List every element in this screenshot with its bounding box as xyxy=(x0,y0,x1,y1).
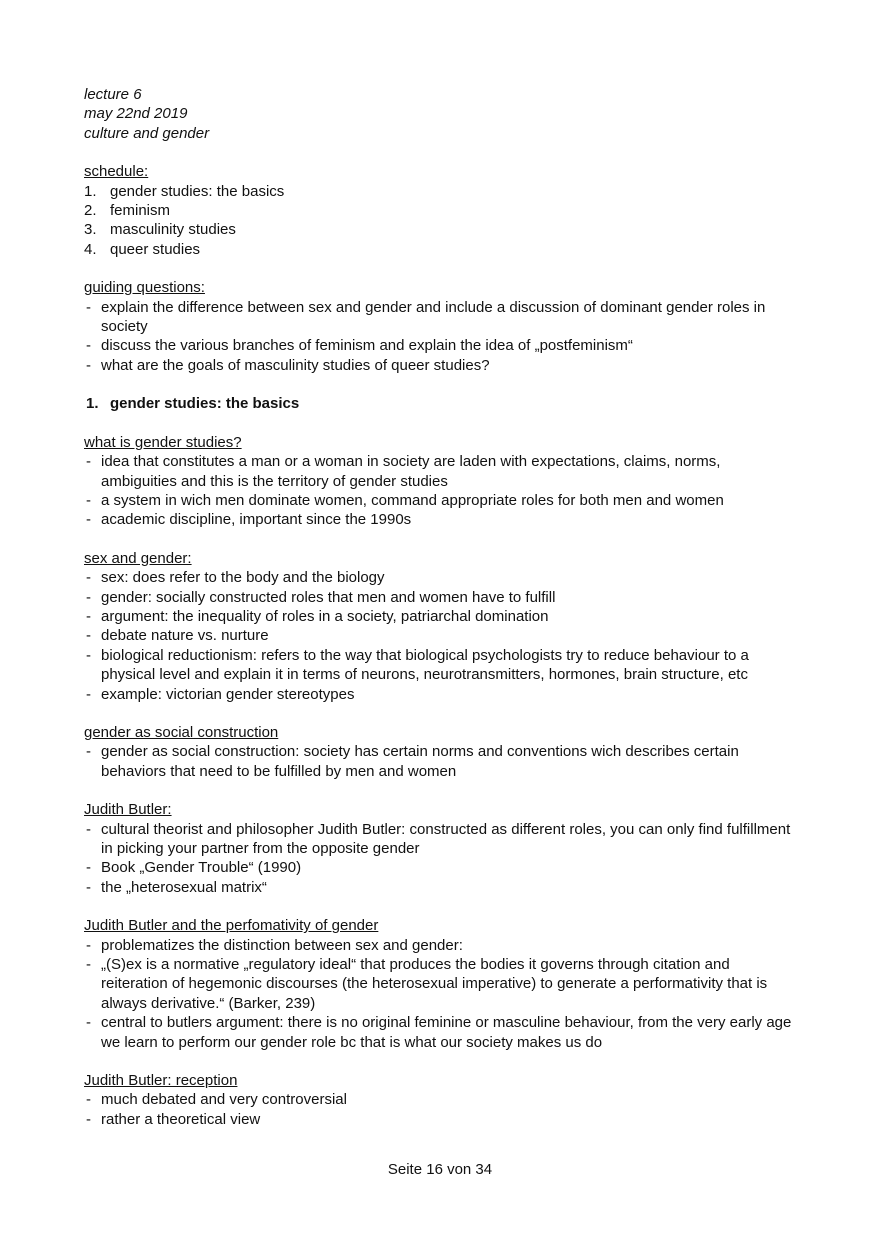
list-number: 4. xyxy=(84,240,97,258)
dash-bullet: - xyxy=(86,685,91,703)
list-item xyxy=(84,1013,796,1052)
list-item-text: gender: socially constructed roles that men and women have to fulfill xyxy=(101,588,556,606)
main-heading-text: gender studies: the basics xyxy=(110,395,300,413)
list-item xyxy=(84,356,796,375)
list-item xyxy=(84,955,796,1013)
list-item xyxy=(84,626,796,645)
list-item-text: „(S)ex is a normative „regulatory ideal“ that produces the bodies it governs through citation and reiteration of hegemonic discourses (the heterosexual imperative) to generate a performativity that is always derivative.“ (Barker, 239) xyxy=(101,956,768,1012)
main-heading-number: 1. xyxy=(86,395,99,413)
list-item xyxy=(84,568,796,587)
section-heading: gender as social construction xyxy=(84,723,279,741)
dash-bullet: - xyxy=(86,878,91,896)
dash-bullet: - xyxy=(86,569,91,587)
list-item xyxy=(84,1090,796,1109)
list-item-text: sex: does refer to the body and the biology xyxy=(101,569,385,587)
section-heading: Judith Butler: reception xyxy=(84,1072,238,1090)
main-section-heading xyxy=(84,394,796,413)
list-item xyxy=(84,491,796,510)
list-item-text: what are the goals of masculinity studies of queer studies? xyxy=(101,356,490,374)
list-item xyxy=(84,240,796,259)
list-item-text: academic discipline, important since the 1990s xyxy=(101,511,412,529)
section xyxy=(84,916,796,1052)
intro-line: lecture 6 xyxy=(84,86,142,103)
list-item xyxy=(84,646,796,685)
list-item xyxy=(84,685,796,704)
dash-bullet: - xyxy=(86,936,91,954)
dash-bullet: - xyxy=(86,588,91,606)
list-item xyxy=(84,510,796,529)
dash-bullet: - xyxy=(86,491,91,509)
dash-bullet: - xyxy=(86,356,91,374)
list-number: 1. xyxy=(84,182,97,200)
section xyxy=(84,723,796,781)
section-heading: Judith Butler: xyxy=(84,801,172,819)
list-item-text: biological reductionism: refers to the way that biological psychologists try to reduce behaviour to a physical level and explain it in terms of neurons, neurotransmitters, hormones, brain structure, etc xyxy=(101,646,749,684)
dash-bullet: - xyxy=(86,453,91,471)
list-item xyxy=(84,336,796,355)
dash-bullet: - xyxy=(86,298,91,316)
list-item-text: the „heterosexual matrix“ xyxy=(101,878,267,896)
intro-line: may 22nd 2019 xyxy=(84,105,188,123)
list-item-text: feminism xyxy=(110,202,171,220)
list-item xyxy=(84,936,796,955)
list-item-text: idea that constitutes a man or a woman in society are laden with expectations, claims, norms, ambiguities and this is the territory of gender studies xyxy=(101,453,721,490)
list-item xyxy=(84,742,796,781)
section xyxy=(84,433,796,530)
list-item-text: queer studies xyxy=(110,240,201,258)
list-number: 3. xyxy=(84,221,97,239)
list-item-text: example: victorian gender stereotypes xyxy=(101,685,355,703)
section xyxy=(84,162,796,259)
intro-line: culture and gender xyxy=(84,124,210,142)
section xyxy=(84,1071,796,1129)
dash-bullet: - xyxy=(86,607,91,625)
page-footer xyxy=(0,1160,880,1179)
dash-bullet: - xyxy=(86,646,91,664)
section-heading: Judith Butler and the perfomativity of gender xyxy=(84,917,379,935)
list-item xyxy=(84,858,796,877)
list-item-text: rather a theoretical view xyxy=(101,1110,261,1128)
list-item-text: gender as social construction: society has certain norms and conventions wich describes certain behaviors that need to be fulfilled by men and women xyxy=(101,743,739,780)
list-item-text: argument: the inequality of roles in a society, patriarchal domination xyxy=(101,607,549,625)
list-item-text: problematizes the distinction between sex and gender: xyxy=(101,936,463,954)
list-item-text: central to butlers argument: there is no original feminine or masculine behaviour, from the very early age we learn to perform our gender role bc that is what our society makes us do xyxy=(101,1014,792,1051)
dash-bullet: - xyxy=(86,820,91,838)
list-item xyxy=(84,820,796,859)
dash-bullet: - xyxy=(86,1014,91,1032)
list-item-text: Book „Gender Trouble“ (1990) xyxy=(101,859,302,877)
section-heading: sex and gender: xyxy=(84,549,192,567)
list-item xyxy=(84,182,796,201)
dash-bullet: - xyxy=(86,1091,91,1109)
intro-block xyxy=(84,85,796,143)
list-item-text: discuss the various branches of feminism and explain the idea of „postfeminism“ xyxy=(101,337,633,355)
page-number: Seite 16 von 34 xyxy=(387,1161,493,1178)
list-item xyxy=(84,878,796,897)
list-item-text: gender studies: the basics xyxy=(110,182,285,200)
list-item-text: a system in wich men dominate women, command appropriate roles for both men and women xyxy=(101,491,724,509)
section xyxy=(84,278,796,375)
dash-bullet: - xyxy=(86,511,91,529)
list-item-text: much debated and very controversial xyxy=(101,1091,347,1109)
list-item-text: cultural theorist and philosopher Judith Butler: constructed as different roles, you can only find fulfillment in picking your partner from the opposite gender xyxy=(101,820,791,857)
section-heading: what is gender studies? xyxy=(84,433,242,451)
list-item-text: explain the difference between sex and gender and include a discussion of dominant gender roles in society xyxy=(101,298,766,336)
list-item-text: debate nature vs. nurture xyxy=(101,627,269,645)
list-item xyxy=(84,220,796,239)
page-content xyxy=(84,85,796,1148)
section xyxy=(84,800,796,897)
list-item xyxy=(84,1110,796,1129)
section xyxy=(84,549,796,704)
dash-bullet: - xyxy=(86,1110,91,1128)
list-item xyxy=(84,201,796,220)
list-item xyxy=(84,607,796,626)
list-item-text: masculinity studies xyxy=(110,221,236,239)
dash-bullet: - xyxy=(86,743,91,761)
dash-bullet: - xyxy=(86,627,91,645)
dash-bullet: - xyxy=(86,956,91,974)
section-heading: schedule: xyxy=(84,163,149,181)
list-number: 2. xyxy=(84,202,97,220)
list-item xyxy=(84,298,796,337)
dash-bullet: - xyxy=(86,859,91,877)
list-item xyxy=(84,452,796,491)
list-item xyxy=(84,588,796,607)
dash-bullet: - xyxy=(86,337,91,355)
section-heading: guiding questions: xyxy=(84,279,205,297)
